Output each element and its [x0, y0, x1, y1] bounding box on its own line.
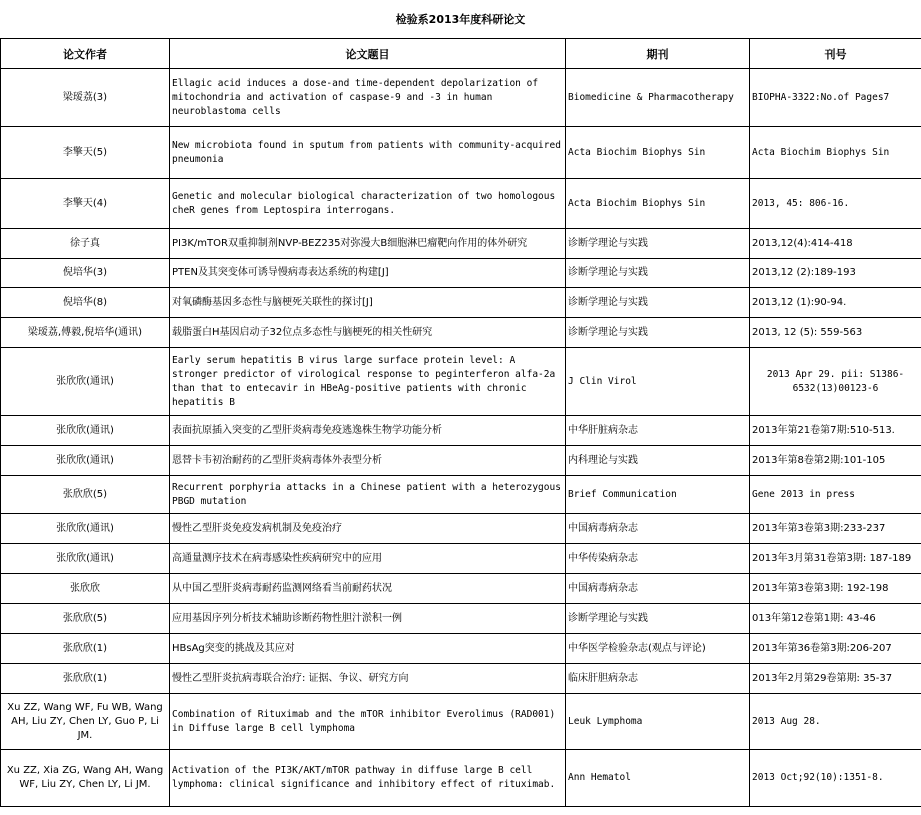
author-cell: 梁瑷荔(3) [1, 69, 170, 127]
author-cell: 李擎天(4) [1, 179, 170, 229]
author-cell: 倪培华(3) [1, 259, 170, 288]
author-cell: 倪培华(8) [1, 288, 170, 318]
author-cell: 张欣欣(通讯) [1, 544, 170, 574]
title-cell: Genetic and molecular biological characterization of two homologous cheR genes from Leptospira interrogans. [170, 179, 566, 229]
journal-cell: Brief Communication [566, 476, 750, 514]
author-cell: 张欣欣(1) [1, 634, 170, 664]
papers-table [0, 38, 921, 807]
title-cell: PI3K/mTOR双重抑制剂NVP-BEZ235对弥漫大B细胞淋巴瘤靶向作用的体外研究 [170, 229, 566, 259]
title-cell: Early serum hepatitis B virus large surface protein level: A stronger predictor of virological response to peginterferon alfa-2a than that to entecavir in HBeAg-positive patients with chronic hepatitis B [170, 348, 566, 416]
table-row [1, 288, 921, 318]
title-cell: 恩替卡韦初治耐药的乙型肝炎病毒体外表型分析 [170, 446, 566, 476]
author-cell: Xu ZZ, Wang WF, Fu WB, Wang AH, Liu ZY, Chen LY, Guo P, Li JM. [1, 694, 170, 750]
title-cell: New microbiota found in sputum from patients with community-acquired pneumonia [170, 127, 566, 179]
table-row [1, 127, 921, 179]
author-cell: 徐子真 [1, 229, 170, 259]
issue-cell: 2013年3月第31卷第3期: 187-189 [750, 544, 921, 574]
title-cell: Ellagic acid induces a dose-and time-dependent depolarization of mitochondria and activation of caspase-9 and -3 in human neuroblastoma cells [170, 69, 566, 127]
issue-cell: 2013,12 (2):189-193 [750, 259, 921, 288]
table-row [1, 604, 921, 634]
issue-cell: 2013年第21卷第7期:510-513. [750, 416, 921, 446]
author-cell: Xu ZZ, Xia ZG, Wang AH, Wang WF, Liu ZY, Chen LY, Li JM. [1, 750, 170, 807]
title-cell: 慢性乙型肝炎免疫发病机制及免疫治疗 [170, 514, 566, 544]
author-cell: 张欣欣(通讯) [1, 514, 170, 544]
journal-cell: Biomedicine & Pharmacotherapy [566, 69, 750, 127]
author-cell: 梁瑷荔,傅毅,倪培华(通讯) [1, 318, 170, 348]
journal-cell: 中华传染病杂志 [566, 544, 750, 574]
issue-cell: 2013, 12 (5): 559-563 [750, 318, 921, 348]
table-row [1, 664, 921, 694]
table-row [1, 694, 921, 750]
journal-cell: Leuk Lymphoma [566, 694, 750, 750]
issue-cell: 013年第12卷第1期: 43-46 [750, 604, 921, 634]
table-row [1, 514, 921, 544]
table-row [1, 476, 921, 514]
header-row [1, 39, 921, 69]
author-cell: 张欣欣(通讯) [1, 416, 170, 446]
journal-cell: 中华肝脏病杂志 [566, 416, 750, 446]
journal-cell: J Clin Virol [566, 348, 750, 416]
journal-cell: 诊断学理论与实践 [566, 288, 750, 318]
issue-cell: Gene 2013 in press [750, 476, 921, 514]
title-cell: Combination of Rituximab and the mTOR inhibitor Everolimus (RAD001) in Diffuse large B cell lymphoma [170, 694, 566, 750]
issue-cell: 2013,12 (1):90-94. [750, 288, 921, 318]
author-cell: 张欣欣(1) [1, 664, 170, 694]
page-title: 检验系2013年度科研论文 [395, 13, 526, 26]
table-row [1, 416, 921, 446]
journal-cell: Acta Biochim Biophys Sin [566, 127, 750, 179]
author-cell: 张欣欣 [1, 574, 170, 604]
journal-cell: 诊断学理论与实践 [566, 604, 750, 634]
title-cell: Activation of the PI3K/AKT/mTOR pathway in diffuse large B cell lymphoma: clinical significance and inhibitory effect of rituximab. [170, 750, 566, 807]
title-cell: 载脂蛋白H基因启动子32位点多态性与脑梗死的相关性研究 [170, 318, 566, 348]
title-cell: 从中国乙型肝炎病毒耐药监测网络看当前耐药状况 [170, 574, 566, 604]
issue-cell: Acta Biochim Biophys Sin [750, 127, 921, 179]
journal-cell: 临床肝胆病杂志 [566, 664, 750, 694]
title-cell: 高通量测序技术在病毒感染性疾病研究中的应用 [170, 544, 566, 574]
table-row [1, 446, 921, 476]
table-row [1, 750, 921, 807]
issue-cell: 2013年第3卷第3期:233-237 [750, 514, 921, 544]
header-issue: 刊号 [750, 39, 921, 69]
journal-cell: 中国病毒病杂志 [566, 574, 750, 604]
issue-cell: 2013年第3卷第3期: 192-198 [750, 574, 921, 604]
author-cell: 张欣欣(5) [1, 476, 170, 514]
table-row [1, 634, 921, 664]
author-cell: 张欣欣(通讯) [1, 446, 170, 476]
title-cell: HBsAg突变的挑战及其应对 [170, 634, 566, 664]
issue-cell: 2013年第8卷第2期:101-105 [750, 446, 921, 476]
title-cell: PTEN及其突变体可诱导慢病毒表达系统的构建[J] [170, 259, 566, 288]
issue-cell: 2013年2月第29卷第期: 35-37 [750, 664, 921, 694]
journal-cell: 内科理论与实践 [566, 446, 750, 476]
journal-cell: 诊断学理论与实践 [566, 259, 750, 288]
journal-cell: 诊断学理论与实践 [566, 229, 750, 259]
table-row [1, 69, 921, 127]
header-title: 论文题目 [170, 39, 566, 69]
header-journal: 期刊 [566, 39, 750, 69]
author-cell: 张欣欣(5) [1, 604, 170, 634]
author-cell: 李擎天(5) [1, 127, 170, 179]
title-cell: 对氧磷酶基因多态性与脑梗死关联性的探讨[J] [170, 288, 566, 318]
table-row [1, 179, 921, 229]
issue-cell: 2013年第36卷第3期:206-207 [750, 634, 921, 664]
issue-cell: 2013 Oct;92(10):1351-8. [750, 750, 921, 807]
title-cell: 表面抗原插入突变的乙型肝炎病毒免疫逃逸株生物学功能分析 [170, 416, 566, 446]
table-row [1, 574, 921, 604]
issue-cell: 2013 Aug 28. [750, 694, 921, 750]
table-row [1, 259, 921, 288]
journal-cell: 中华医学检验杂志(观点与评论) [566, 634, 750, 664]
issue-cell: 2013 Apr 29. pii: S1386-6532(13)00123-6 [750, 348, 921, 416]
table-row [1, 348, 921, 416]
table-row [1, 544, 921, 574]
journal-cell: Acta Biochim Biophys Sin [566, 179, 750, 229]
title-cell: 慢性乙型肝炎抗病毒联合治疗: 证据、争议、研究方向 [170, 664, 566, 694]
journal-cell: Ann Hematol [566, 750, 750, 807]
journal-cell: 诊断学理论与实践 [566, 318, 750, 348]
issue-cell: 2013,12(4):414-418 [750, 229, 921, 259]
table-row [1, 229, 921, 259]
author-cell: 张欣欣(通讯) [1, 348, 170, 416]
issue-cell: 2013, 45: 806-16. [750, 179, 921, 229]
journal-cell: 中国病毒病杂志 [566, 514, 750, 544]
table-row [1, 318, 921, 348]
title-cell: Recurrent porphyria attacks in a Chinese patient with a heterozygous PBGD mutation [170, 476, 566, 514]
title-cell: 应用基因序列分析技术辅助诊断药物性胆汁淤积一例 [170, 604, 566, 634]
header-author: 论文作者 [1, 39, 170, 69]
issue-cell: BIOPHA-3322:No.of Pages7 [750, 69, 921, 127]
